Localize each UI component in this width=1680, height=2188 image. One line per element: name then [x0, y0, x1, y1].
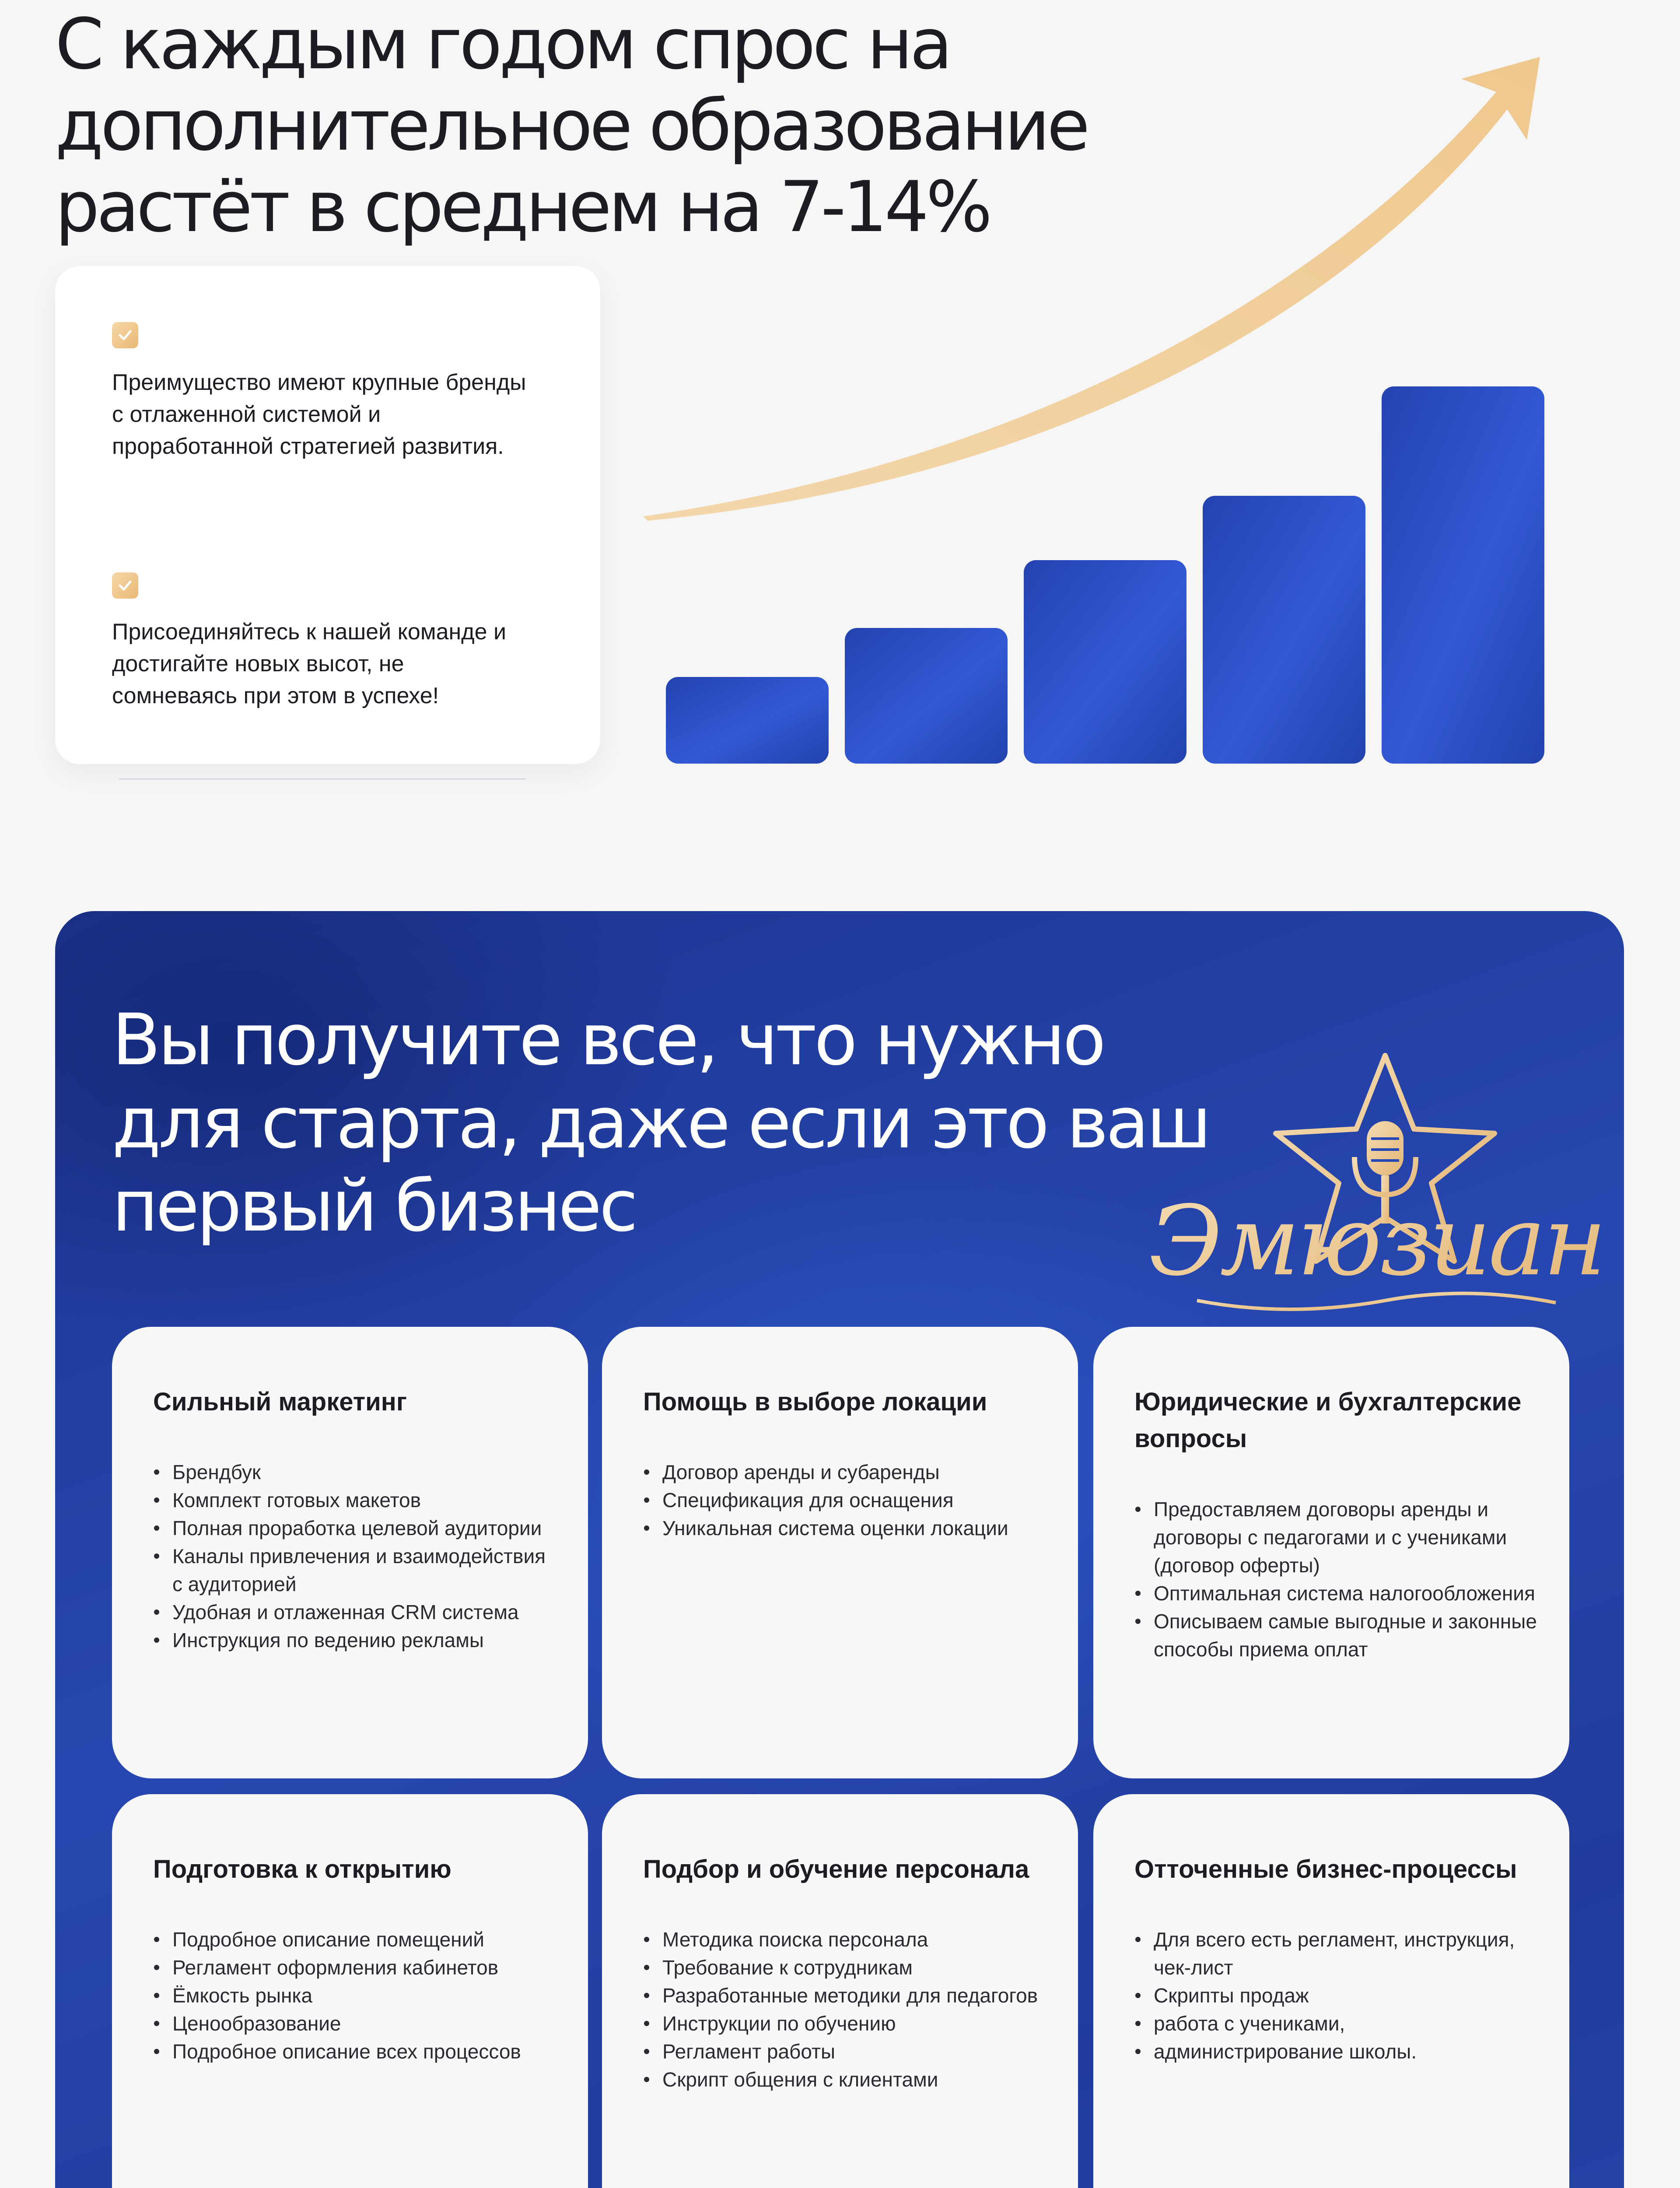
panel-title-line: первый бизнес — [112, 1165, 636, 1248]
card-list — [643, 1925, 1046, 2093]
list-item: Комплект готовых макетов — [153, 1486, 556, 1514]
card-title: Отточенные бизнес-процессы — [1134, 1855, 1517, 1883]
benefit-text: Преимущество имеют крупные бренды с отлаженной системой и проработанной стратегией развития. — [112, 370, 526, 459]
list-item: Каналы привлечения и взаимодействия с аудиторией — [153, 1542, 556, 1598]
list-item: работа с учениками, — [1134, 2009, 1537, 2037]
list-item: Для всего есть регламент, инструкция, чек-лист — [1134, 1925, 1537, 1981]
list-item: Ёмкость рынка — [153, 1981, 556, 2009]
growth-chart — [0, 0, 1680, 788]
features-panel — [55, 911, 1624, 2188]
panel-title-line: для старта, даже если это ваш — [112, 1082, 1209, 1164]
card-title: Подготовка к открытию — [153, 1855, 452, 1883]
panel-title-line: Вы получите все, что нужно — [112, 999, 1104, 1081]
list-item: Предоставляем договоры аренды и договоры с педагогами и с учениками (договор оферты) — [1134, 1495, 1537, 1579]
growth-bar — [666, 677, 829, 764]
list-item: Удобная и отлаженная CRM система — [153, 1598, 556, 1626]
feature-card-processes — [1093, 1794, 1569, 2188]
feature-card-opening — [112, 1794, 588, 2188]
growth-bar — [1382, 386, 1544, 764]
list-item: Брендбук — [153, 1458, 556, 1486]
list-item: Скрипты продаж — [1134, 1981, 1537, 2009]
hero-title-line: растёт в среднем на 7-14% — [55, 166, 990, 248]
list-item: Ценообразование — [153, 2009, 556, 2037]
growth-bar — [845, 628, 1008, 764]
list-item: Уникальная система оценки локации — [643, 1514, 1046, 1542]
card-list — [1134, 1925, 1537, 2065]
card-title: Подбор и обучение персонала — [643, 1855, 1029, 1883]
benefit-text: Присоединяйтесь к нашей команде и достигайте новых высот, не сомневаясь при этом в успехе! — [112, 619, 506, 708]
emusian-logo — [1148, 1055, 1604, 1336]
list-item: администрирование школы. — [1134, 2037, 1537, 2065]
list-item: Методика поиска персонала — [643, 1925, 1046, 1953]
card-list — [643, 1458, 1046, 1542]
list-item: Договор аренды и субаренды — [643, 1458, 1046, 1486]
list-item: Спецификация для оснащения — [643, 1486, 1046, 1514]
list-item: Инструкции по обучению — [643, 2009, 1046, 2037]
panel-title — [112, 999, 1293, 1248]
hero-title-line: С каждым годом спрос на — [55, 3, 950, 85]
list-item: Регламент работы — [643, 2037, 1046, 2065]
list-item: Скрипт общения с клиентами — [643, 2065, 1046, 2093]
list-item: Оптимальная система налогообложения — [1134, 1579, 1537, 1607]
list-item: Регламент оформления кабинетов — [153, 1953, 556, 1981]
card-title: Юридические и бухгалтерские вопросы — [1134, 1388, 1522, 1453]
hero-title-line: дополнительное образование — [55, 84, 1087, 166]
card-title: Помощь в выборе локации — [643, 1388, 987, 1416]
feature-card-legal — [1093, 1327, 1569, 1778]
list-item: Описываем самые выгодные и законные способы приема оплат — [1134, 1607, 1537, 1663]
card-list — [1134, 1495, 1537, 1663]
card-list — [153, 1925, 556, 2065]
growth-bar — [1203, 496, 1365, 764]
card-title: Сильный маркетинг — [153, 1388, 407, 1416]
feature-card-staff — [602, 1794, 1078, 2188]
card-list — [153, 1458, 556, 1654]
list-item: Требование к сотрудникам — [643, 1953, 1046, 1981]
list-item: Инструкция по ведению рекламы — [153, 1626, 556, 1654]
list-item: Подробное описание помещений — [153, 1925, 556, 1953]
list-item: Разработанные методики для педагогов — [643, 1981, 1046, 2009]
logo-wordmark: Эмюзиан — [1148, 1185, 1604, 1297]
list-item: Подробное описание всех процессов — [153, 2037, 556, 2065]
feature-card-marketing — [112, 1327, 588, 1778]
growth-bar — [1024, 560, 1186, 764]
feature-card-location — [602, 1327, 1078, 1778]
list-item: Полная проработка целевой аудитории — [153, 1514, 556, 1542]
